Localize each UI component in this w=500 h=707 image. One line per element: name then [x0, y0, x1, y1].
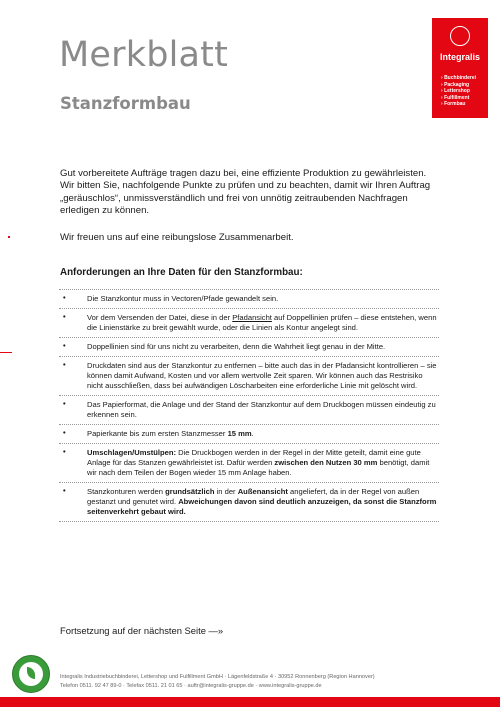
- footer: [60, 673, 375, 691]
- document-subtitle: Stanzformbau: [60, 94, 191, 113]
- document-title: Merkblatt: [59, 35, 229, 75]
- integralis-logo: [432, 18, 488, 118]
- requirement-emphasis: Umschlagen/Umstülpen:: [87, 448, 177, 457]
- requirement-emphasis: Abweichungen davon sind deutlich anzuzeigen, da sonst die Stanzform seitenverkehrt gebaut wird.: [87, 497, 437, 516]
- requirement-text: Doppellinien sind für uns nicht zu verarbeiten, denn die Wahrheit liegt genau in der Mitte.: [87, 342, 386, 351]
- punch-mark: [8, 236, 10, 238]
- requirement-text: angeliefert, da in der Regel von außen gestanzt und genutet wird.: [87, 487, 420, 506]
- requirement-emphasis: grundsätzlich: [165, 487, 215, 496]
- logo-name: Integralis: [439, 52, 480, 62]
- logo-service-item: › Fulfillment: [441, 95, 476, 102]
- badge-inner: [19, 662, 43, 686]
- bullet-icon: •: [63, 312, 66, 321]
- requirement-text: Druckdaten sind aus der Stanzkontur zu entfernen – bitte auch das in der Pfadansicht kontrollieren – sie können damit Aufwand, Kosten und vor allem wertvolle Zeit sparen. Wir können auch das Restrisiko nicht ausschließen, dass bei aufwändigen Löscharbeiten eine erforderliche Linie mit gelöscht wird.: [87, 361, 437, 390]
- bullet-icon: •: [63, 293, 66, 302]
- logo-service-item: › Packaging: [441, 82, 476, 89]
- requirement-text: Stanzkonturen werden: [87, 487, 166, 496]
- continued-note: Fortsetzung auf der nächsten Seite —»: [60, 625, 224, 636]
- requirement-item: [59, 443, 439, 482]
- intro-paragraph: Gut vorbereitete Aufträge tragen dazu bei, eine effiziente Produktion zu gewährleisten. Wir bitten Sie, nachfolgende Punkte zu prüfen und zu beachten, damit wir Ihren Auftrag „geräuschlos“, unmissverständlich und frei von unnötig zeitraubenden Nachfragen erledigen zu können.: [60, 168, 431, 216]
- requirement-text: Papierkante bis zum ersten Stanzmesser: [87, 429, 228, 438]
- requirement-item: [59, 337, 439, 356]
- requirement-emphasis: Außenansicht: [237, 487, 288, 496]
- logo-service-item: › Buchbinderei: [441, 75, 476, 82]
- requirements-list: [59, 289, 439, 522]
- closing-paragraph: Wir freuen uns auf eine reibungslose Zusammenarbeit.: [60, 232, 294, 243]
- requirement-item: [59, 395, 439, 424]
- requirement-text: .: [251, 429, 254, 438]
- requirement-text: Das Papierformat, die Anlage und der Stand der Stanzkontur auf dem Druckbogen müssen eindeutig zu erkennen sein.: [87, 400, 436, 419]
- bullet-icon: •: [63, 447, 66, 456]
- requirement-text: Die Druckbogen werden in der Regel in der Mitte geteilt, damit eine gute Anlage für das Stanzen gewährleistet ist. Dafür werden: [87, 448, 421, 467]
- logo-circle-icon: [450, 26, 470, 46]
- eco-badge-icon: [12, 655, 50, 693]
- logo-service-list: [441, 75, 476, 108]
- requirement-item: [59, 289, 439, 308]
- requirement-text: in der: [214, 487, 238, 496]
- bullet-icon: •: [63, 360, 66, 369]
- requirement-underline: Pfadansicht: [232, 313, 272, 322]
- logo-service-item: › Lettershop: [441, 88, 476, 95]
- bullet-icon: •: [63, 486, 66, 495]
- bullet-icon: •: [63, 399, 66, 408]
- requirement-item: [59, 308, 439, 337]
- logo-service-item: › Formbau: [441, 101, 476, 108]
- requirements-heading: Anforderungen an Ihre Daten für den Stanzformbau:: [60, 267, 303, 278]
- requirement-emphasis: zwischen den Nutzen 30 mm: [274, 458, 378, 467]
- requirement-item: [59, 482, 439, 522]
- bullet-icon: •: [63, 341, 66, 350]
- bottom-accent-bar: [0, 697, 500, 707]
- leaf-icon: [27, 667, 35, 679]
- fold-mark: [0, 352, 12, 353]
- requirement-emphasis: 15 mm: [227, 429, 252, 438]
- footer-contact: Telefon 0511. 92 47 89-0 · Telefax 0511. 21 01 65 · auftr@integralis-gruppe.de · www.integralis-gruppe.de: [60, 682, 322, 689]
- requirement-text: Die Stanzkontur muss in Vectoren/Pfade gewandelt sein.: [87, 294, 279, 303]
- requirement-text: Vor dem Versenden der Datei, diese in der: [87, 313, 233, 322]
- requirement-item: [59, 424, 439, 443]
- footer-address: Integralis Industriebuchbinderei, Lettershop und Fulfillment GmbH · Lägenfeldstraße 4 · 30952 Ronnenberg (Region Hannover): [60, 674, 375, 680]
- requirement-text: benötigt, damit wir nach dem Teilen der Bogen wieder 15 mm Anlage haben.: [87, 458, 430, 477]
- requirement-item: [59, 356, 439, 395]
- bullet-icon: •: [63, 428, 66, 437]
- requirement-text: auf Doppellinien prüfen – diese entstehen, wenn die Linienstärke zu breit gewählt wurde, oder die Linien als Kontur angelegt sind.: [87, 313, 437, 332]
